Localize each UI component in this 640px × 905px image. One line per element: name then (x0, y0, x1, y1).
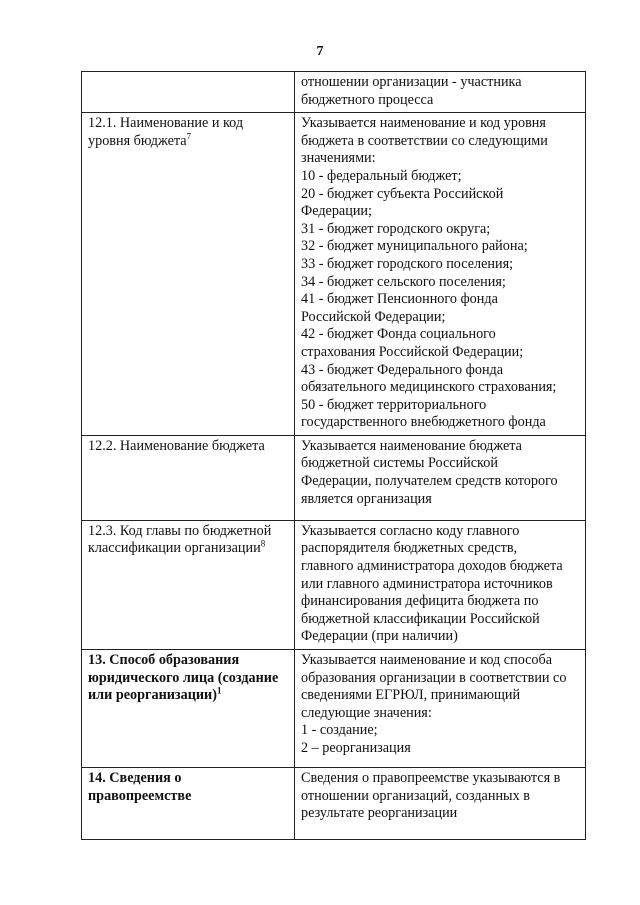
description-cell (295, 113, 586, 436)
description-line: 10 - федеральный бюджет; (301, 167, 462, 184)
description-line: отношении организаций, созданных в (301, 787, 530, 804)
description-line: 20 - бюджет субъекта Российской (301, 185, 504, 202)
table-body (82, 72, 586, 840)
description-line: Указывается наименование бюджета (301, 437, 522, 454)
description-line: результате реорганизации (301, 805, 458, 822)
description-line: или главного администратора источников (301, 575, 553, 592)
description-line: 50 - бюджет территориального (301, 396, 487, 413)
field-name-line: 13. Способ образования (88, 652, 240, 669)
table-row (82, 650, 586, 768)
field-name-cell (82, 520, 295, 649)
field-name-cell (82, 650, 295, 768)
field-name-line: юридического лица (создание (88, 669, 279, 686)
description-line: 42 - бюджет Фонда социального (301, 326, 496, 343)
description-cell (295, 435, 586, 520)
description-line: обязательного медицинского страхования; (301, 379, 557, 396)
description-line: Указывается наименование и код способа (301, 652, 553, 669)
description-line: 31 - бюджет городского округа; (301, 220, 491, 237)
description-line: Российской Федерации; (301, 308, 446, 325)
description-line: распорядителя бюджетных средств, (301, 540, 518, 557)
field-name-line: 12.2. Наименование бюджета (88, 437, 265, 454)
description-line: главного администратора доходов бюджета (301, 558, 563, 575)
description-line: Указывается согласно коду главного (301, 522, 520, 539)
footnote-marker: 8 (260, 538, 266, 549)
field-name-line: 12.3. Код главы по бюджетной (88, 522, 272, 539)
table-row (82, 435, 586, 520)
description-line: Указывается наименование и код уровня (301, 115, 546, 132)
description-line: 41 - бюджет Пенсионного фонда (301, 291, 498, 308)
description-line: Федерации; (301, 203, 372, 220)
footnote-marker: 1 (216, 685, 222, 696)
field-name-cell (82, 72, 295, 113)
table-row (82, 72, 586, 113)
description-line: 33 - бюджет городского поселения; (301, 255, 514, 272)
field-name-line: классификации организации$^8$ (88, 538, 266, 557)
page-number: 7 (316, 44, 324, 59)
description-cell (295, 650, 586, 768)
table-row (82, 520, 586, 649)
field-name-line: правопреемстве (88, 787, 192, 804)
field-name-line: 14. Сведения о (88, 770, 182, 787)
description-cell (295, 520, 586, 649)
description-cell (295, 768, 586, 840)
description-line: Федерации, получателем средств которого (301, 473, 558, 490)
description-line: финансирования дефицита бюджета по (301, 593, 539, 610)
field-name-cell (82, 768, 295, 840)
field-name-cell (82, 435, 295, 520)
description-line: 32 - бюджет муниципального района; (301, 238, 528, 255)
description-line: 34 - бюджет сельского поселения; (301, 273, 506, 290)
description-line: 2 – реорганизация (301, 740, 411, 756)
description-line: Сведения о правопреемстве указываются в (301, 770, 561, 787)
description-line: 43 - бюджет Федерального фонда (301, 361, 504, 378)
description-line: значениями: (301, 150, 376, 167)
description-line: бюджетной классификации Российской (301, 610, 540, 627)
description-line: Федерации (при наличии) (301, 628, 458, 645)
field-name-line: уровня бюджета$^7$ (88, 131, 192, 149)
field-name-line: 12.1. Наименование и код (88, 115, 244, 132)
description-line: является организация (301, 490, 432, 507)
description-line: бюджетного процесса (301, 91, 434, 108)
description-cell (295, 72, 586, 113)
description-line: образования организации в соответствии со (301, 669, 567, 686)
table-row (82, 768, 586, 840)
description-line: сведениями ЕГРЮЛ, принимающий (301, 687, 521, 704)
field-name-cell (82, 113, 295, 436)
description-line: бюджетной системы Российской (301, 455, 498, 472)
description-line: 1 - создание; (301, 722, 378, 739)
document-table (81, 71, 586, 840)
footnote-marker: 7 (186, 131, 192, 142)
field-name-line: или реорганизации)$^1$ (88, 685, 222, 704)
description-line: страхования Российской Федерации; (301, 343, 524, 360)
description-line: бюджета в соответствии со следующими (301, 132, 548, 149)
description-line: государственного внебюджетного фонда (301, 414, 546, 431)
description-line: следующие значения: (301, 704, 432, 721)
table-row (82, 113, 586, 436)
description-line: отношении организации - участника (301, 74, 522, 90)
